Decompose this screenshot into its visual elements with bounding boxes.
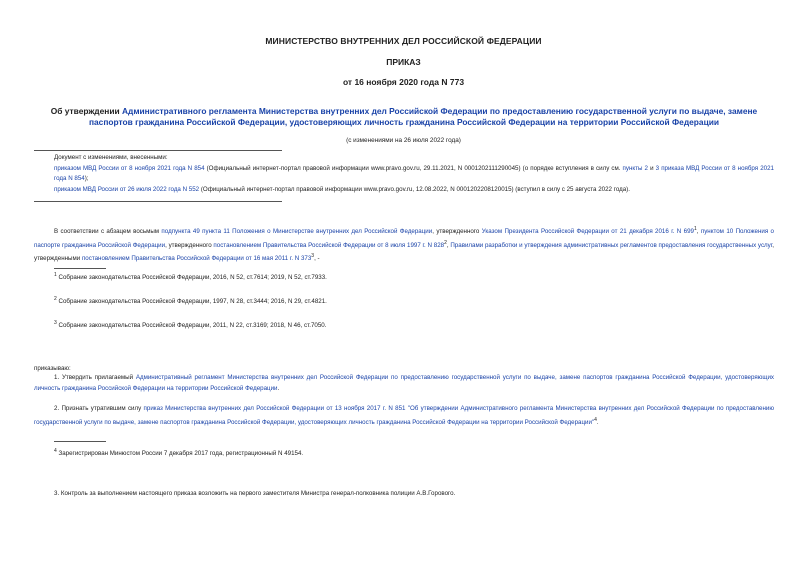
preamble-link-1[interactable]: подпункта 49 пункта 11 Положения о Министерстве внутренних дел Российской Федерации <box>161 228 433 236</box>
link-point-3[interactable]: 3 <box>655 164 660 172</box>
preamble-link-5[interactable]: Правилами разработки и утверждения административных регламентов предоставления государственных услуг <box>450 241 773 249</box>
preamble-text: , <box>446 241 451 249</box>
footnote-text: Собрание законодательства Российской Федерации, 2011, N 22, ст.3169; 2018, N 46, ст.7050. <box>56 322 327 330</box>
preamble-link-4[interactable]: постановлением Правительства Российской Федерации от 8 июля 1997 г. N 828 <box>213 241 445 249</box>
footnote-number: 1 <box>54 272 57 278</box>
footnote-4 <box>54 446 754 460</box>
preamble-link-6[interactable]: постановлением Правительства Российской Федерации от 16 мая 2011 г. N 373 <box>81 255 312 263</box>
footnote-number: 4 <box>54 448 57 454</box>
amendment-item-2 <box>54 185 774 196</box>
order-item-3: 3. Контроль за выполнением настоящего приказа возложить на первого заместителя Министра генерал-полковника полиции А.В.Горового. <box>54 490 456 497</box>
footnote-divider <box>54 441 106 442</box>
ministry-heading: МИНИСТЕРСТВО ВНУТРЕННИХ ДЕЛ РОССИЙСКОЙ ФЕДЕРАЦИИ <box>265 36 542 46</box>
preamble-text: В соответствии с абзацем восьмым <box>54 228 162 236</box>
order-text: 2. Признать утратившим силу <box>54 405 144 412</box>
footnote-ref[interactable]: 4 <box>594 416 597 423</box>
amendment-and: и <box>648 164 656 172</box>
footnote-1 <box>54 270 754 284</box>
amendment-item-1 <box>54 164 774 185</box>
footnote-number: 2 <box>54 296 57 302</box>
order-item-2-link[interactable]: приказ Министерства внутренних дел Российской Федерации от 13 ноября 2017 г. N 851 "Об утверждении Административного регламента Министерства внутренних дел Российской Федерации по предоставлению государственной услуги по выдаче, замене паспортов гражданина Российской Федерации, удостоверяющих личность гражданина Российской Федерации на территории Российской Федерации" <box>34 405 774 426</box>
footnote-number: 3 <box>54 320 57 326</box>
amendment-end-1: ); <box>84 175 89 182</box>
footnote-ref[interactable]: 2 <box>444 239 447 246</box>
order-text: . <box>277 384 280 392</box>
amendment-link-552[interactable]: приказом МВД России от 26 июля 2022 года N 552 <box>54 185 200 193</box>
footnote-ref[interactable]: 3 <box>311 253 315 260</box>
preamble-text: , утвержденными <box>34 241 774 263</box>
footnote-divider <box>54 268 106 269</box>
footnote-text: Зарегистрирован Минюстом России 7 декабря 2017 года, регистрационный N 49154. <box>56 450 304 458</box>
order-item-2 <box>34 404 774 428</box>
preamble-text: , утвержденного <box>432 228 482 236</box>
order-text: 1. Утвердить прилагаемый <box>54 374 136 381</box>
preamble-paragraph <box>34 224 774 265</box>
preamble-text: , <box>696 228 701 236</box>
amendment-text-1: (Официальный интернет-портал правовой информации www.pravo.gov.ru, 29.11.2021, N 0001202111290045) (о порядке вступления в силу см. <box>204 164 623 172</box>
preamble-text: , - <box>314 255 320 263</box>
title-prefix: Об утверждении <box>50 106 122 116</box>
footnote-ref[interactable]: 1 <box>693 226 697 232</box>
order-word: приказываю: <box>34 365 71 372</box>
divider <box>34 150 282 151</box>
document-type: ПРИКАЗ <box>386 57 421 67</box>
amendments-intro: Документ с изменениями, внесенными: <box>54 154 168 161</box>
order-text: . <box>596 418 599 426</box>
document-date: от 16 ноября 2020 года N 773 <box>342 77 465 87</box>
footnote-text: Собрание законодательства Российской Федерации, 1997, N 28, ст.3444; 2016, N 29, ст.4821. <box>56 298 327 306</box>
amendment-link-854-b[interactable]: приказа МВД России от 8 ноября 2021 года N 854 <box>54 164 774 182</box>
preamble-text: , утвержденного <box>165 241 214 249</box>
amendment-link-854[interactable]: приказом МВД России от 8 ноября 2021 года N 854 <box>54 164 205 172</box>
footnote-2 <box>54 294 754 308</box>
amendment-text-2: (Официальный интернет-портал правовой информации www.pravo.gov.ru, 12.08.2022, N 0001202208120015) (вступил в силу с 25 августа 2022 года). <box>199 185 630 193</box>
link-point-2[interactable]: пункты 2 <box>622 164 648 172</box>
order-item-1-link[interactable]: Административный регламент Министерства внутренних дел Российской Федерации по предоставлению государственной услуги по выдаче, замене паспортов гражданина Российской Федерации, удостоверяющих личность гражданина Российской Федерации на территории Российской Федерации <box>34 374 775 392</box>
footnote-text: Собрание законодательства Российской Федерации, 2016, N 52, ст.7614; 2019, N 52, ст.7933. <box>56 274 327 282</box>
footnote-3 <box>54 318 754 332</box>
divider <box>34 201 282 202</box>
document-title <box>34 106 774 128</box>
preamble-link-3[interactable]: пунктом 10 Положения о паспорте гражданина Российской Федерации <box>34 228 774 249</box>
amendments-block <box>54 153 774 195</box>
changes-note: (с изменениями на 26 июля 2022 года) <box>346 137 461 144</box>
title-regulation-link[interactable]: Административного регламента Министерства внутренних дел Российской Федерации по предоставлению государственной услуги по выдаче, замене паспортов гражданина Российской Федерации, удостоверяющих личность гражданина Российской Федерации на территории Российской Федерации <box>88 106 758 127</box>
preamble-link-2[interactable]: Указом Президента Российской Федерации от 21 декабря 2016 г. N 699 <box>481 228 694 236</box>
order-item-1 <box>34 373 774 394</box>
